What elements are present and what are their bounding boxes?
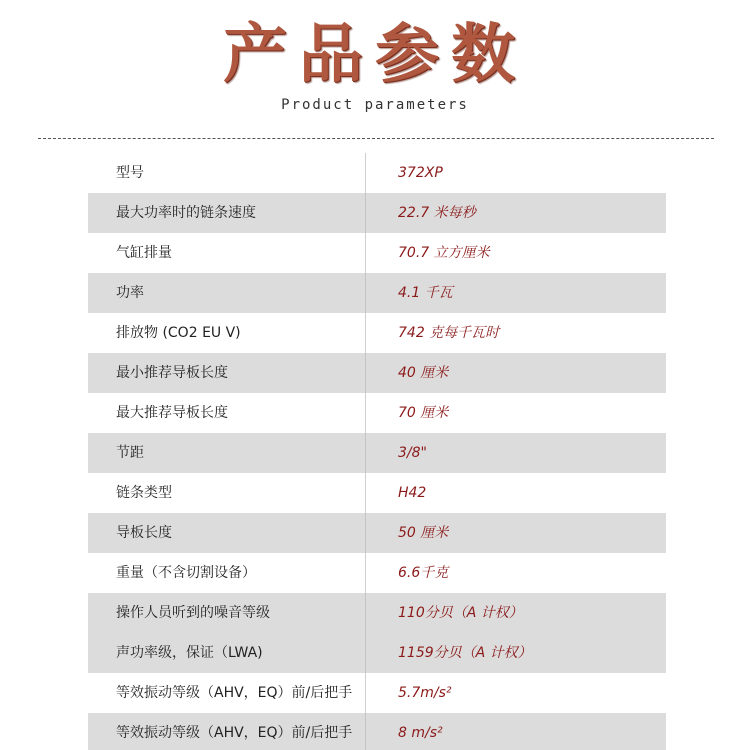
spec-label: 最大推荐导板长度: [116, 405, 228, 421]
spec-value: H42: [398, 485, 427, 501]
spec-value: 1159分贝（A 计权）: [398, 645, 532, 661]
spec-value: 5.7m/s²: [398, 685, 452, 701]
column-divider: [365, 313, 366, 353]
spec-value: 40 厘米: [398, 365, 449, 381]
spec-row-power: [88, 273, 666, 313]
page-title: 产品参数: [223, 17, 527, 92]
spec-value: 742 克每千瓦时: [398, 325, 500, 341]
spec-label: 重量（不含切割设备）: [116, 565, 256, 581]
spec-label: 最大功率时的链条速度: [116, 205, 256, 221]
column-divider: [365, 633, 366, 673]
spec-row-bar-length: [88, 513, 666, 553]
page-subtitle: Product parameters: [281, 97, 469, 113]
column-divider: [365, 233, 366, 273]
spec-value: 22.7 米每秒: [398, 205, 476, 221]
spec-row-model: [88, 153, 666, 193]
spec-row-weight: [88, 553, 666, 593]
column-divider: [365, 593, 366, 633]
column-divider: [365, 433, 366, 473]
spec-row-sound-power: [88, 633, 666, 673]
spec-value: 110分贝（A 计权）: [398, 605, 523, 621]
column-divider: [365, 193, 366, 233]
column-divider: [365, 473, 366, 513]
spec-value: 8 m/s²: [398, 725, 443, 741]
spec-table: [88, 153, 666, 750]
spec-row-chain-type: [88, 473, 666, 513]
spec-label: 节距: [116, 445, 144, 461]
spec-label: 操作人员听到的噪音等级: [116, 605, 270, 621]
spec-label: 等效振动等级（AHV，EQ）前/后把手: [116, 685, 353, 701]
spec-row-max-bar: [88, 393, 666, 433]
column-divider: [365, 553, 366, 593]
spec-value: 70.7 立方厘米: [398, 245, 490, 261]
spec-row-operator-noise: [88, 593, 666, 633]
spec-label: 型号: [116, 165, 144, 181]
spec-label: 导板长度: [116, 525, 172, 541]
column-divider: [365, 353, 366, 393]
dashed-divider: [38, 138, 714, 139]
column-divider: [365, 713, 366, 750]
spec-row-chain-speed: [88, 193, 666, 233]
spec-row-emissions: [88, 313, 666, 353]
spec-label: 排放物 (CO2 EU V): [116, 325, 241, 341]
column-divider: [365, 513, 366, 553]
spec-value: 70 厘米: [398, 405, 449, 421]
spec-label: 气缸排量: [116, 245, 172, 261]
spec-label: 最小推荐导板长度: [116, 365, 228, 381]
spec-row-vibration-1: [88, 673, 666, 713]
spec-value: 6.6千克: [398, 565, 449, 581]
spec-label: 声功率级，保证（LWA): [116, 645, 263, 661]
spec-value: 372XP: [398, 165, 443, 181]
spec-value: 4.1 千瓦: [398, 285, 453, 301]
spec-row-displacement: [88, 233, 666, 273]
spec-value: 3/8": [398, 445, 427, 461]
spec-label: 等效振动等级（AHV，EQ）前/后把手: [116, 725, 353, 741]
spec-value: 50 厘米: [398, 525, 449, 541]
column-divider: [365, 273, 366, 313]
column-divider: [365, 393, 366, 433]
column-divider: [365, 153, 366, 193]
spec-label: 功率: [116, 285, 144, 301]
spec-row-vibration-2: [88, 713, 666, 750]
spec-row-min-bar: [88, 353, 666, 393]
spec-label: 链条类型: [116, 485, 172, 501]
column-divider: [365, 673, 366, 713]
spec-row-pitch: [88, 433, 666, 473]
